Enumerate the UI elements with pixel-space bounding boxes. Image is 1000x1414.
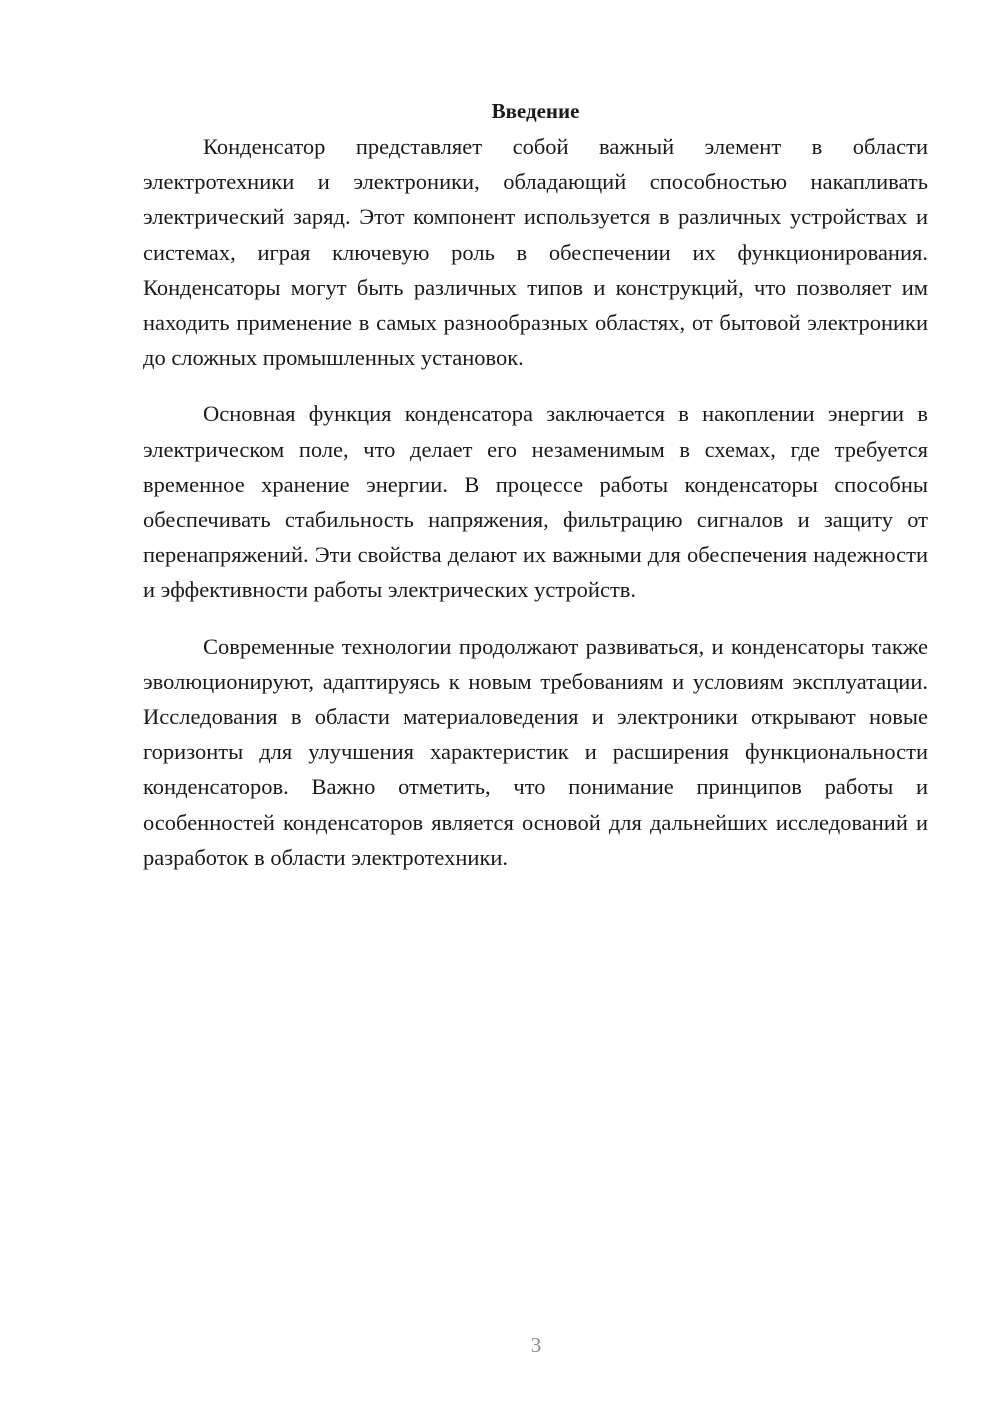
paragraph-2: Основная функция конденсатора заключается в накоплении энергии в электрическом поле, что делает его незаменимым в схемах, где требуется временное хранение энергии. В процессе работы конденсаторы способны обеспечивать стабильность напряжения, фильтрацию сигналов и защиту от перенапряжений. Эти свойства делают их важными для обеспечения надежности и эффективности работы электрических устройств. <box>143 401 928 603</box>
page-number: 3 <box>530 1333 542 1357</box>
paragraph-1: Конденсатор представляет собой важный элемент в области электротехники и электроники, обладающий способностью накапливать электрический заряд. Этот компонент используется в различных устройствах и системах, играя ключевую роль в обеспечении их функционирования. Конденсаторы могут быть различных типов и конструкций, что позволяет им находить применение в самых разнообразных областях, от бытовой электроники до сложных промышленных установок. <box>143 134 928 371</box>
document-body <box>143 94 928 875</box>
section-title: Введение <box>491 99 580 123</box>
paragraph-3: Современные технологии продолжают развиваться, и конденсаторы также эволюционируют, адаптируясь к новым требованиям и условиям эксплуатации. Исследования в области материаловедения и электроники открывают новые горизонты для улучшения характеристик и расширения функциональности конденсаторов. Важно отметить, что понимание принципов работы и особенностей конденсаторов является основой для дальнейших исследований и разработок в области электротехники. <box>143 633 928 870</box>
